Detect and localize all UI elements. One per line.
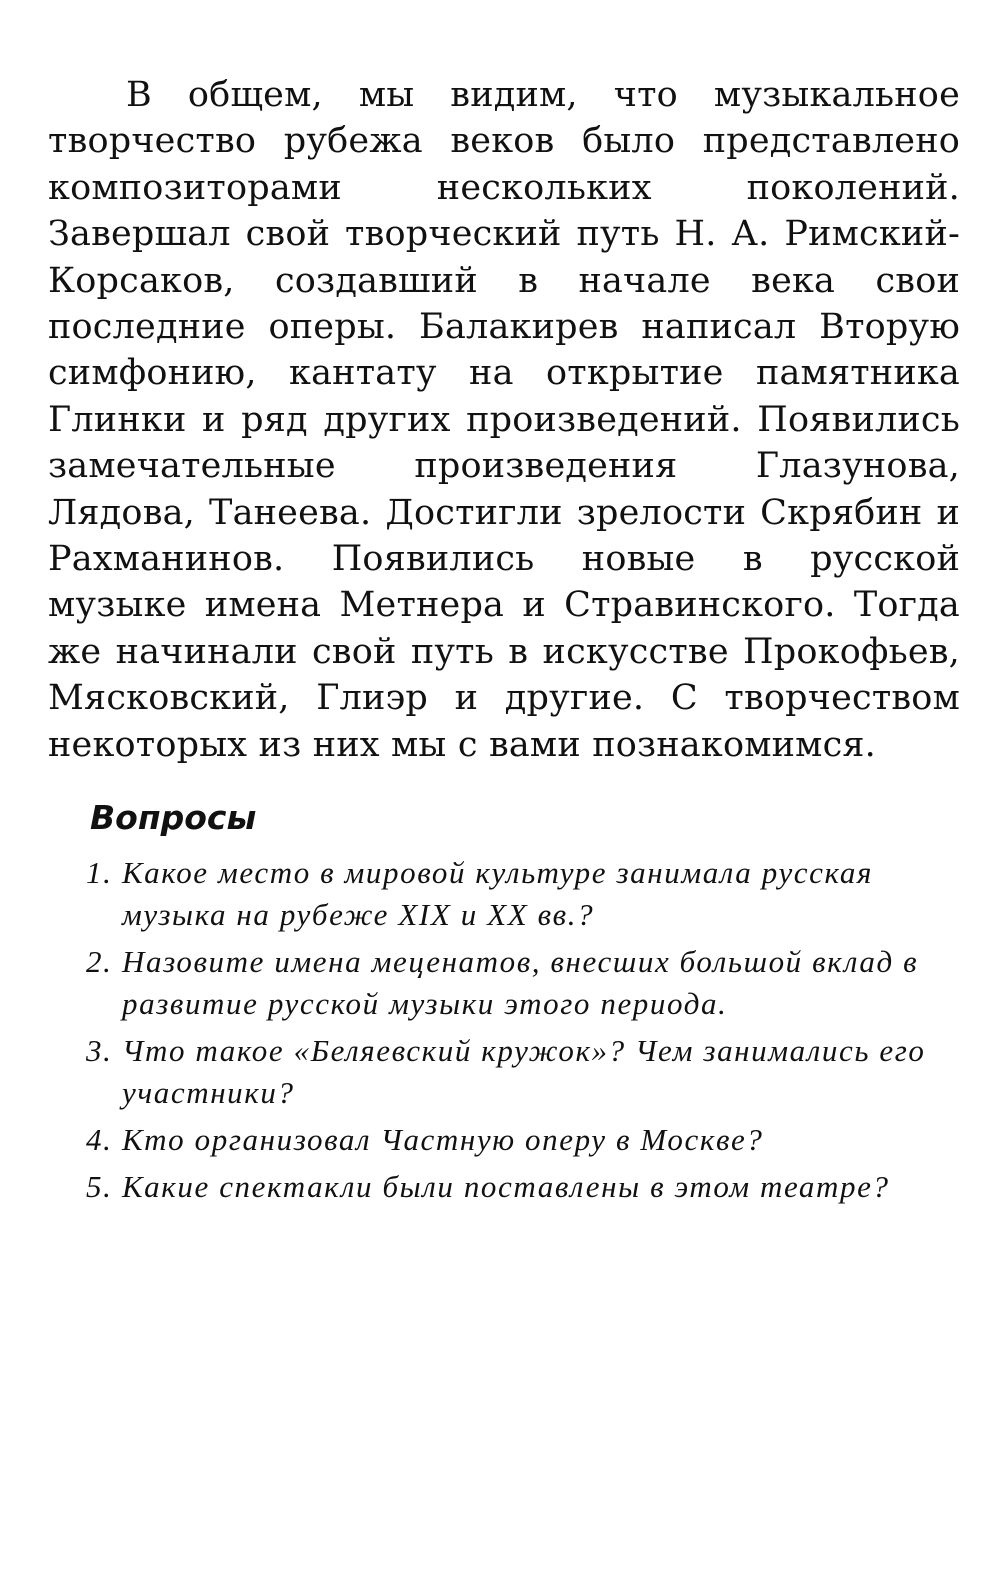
question-item bbox=[86, 1166, 962, 1208]
main-paragraph: В общем, мы видим, что музыкальное творчество рубежа веков было представлено композиторами нескольких поколений. Завершал свой творческий путь Н. А. Римский-Корсаков, создавший в начале века свои последние оперы. Балакирев написал Вторую симфонию, кантату на открытие памятника Глинки и ряд других произведений. Появились замечательные произведения Глазунова, Лядова, Танеева. Достигли зрелости Скрябин и Рахманинов. Появились новые в русской музыке имена Метнера и Стравинского. Тогда же начинали свой путь в искусстве Прокофьев, Мясковский, Глиэр и другие. С творчеством некоторых из них мы с вами познакомимся. bbox=[48, 75, 960, 765]
question-item bbox=[86, 941, 962, 1025]
questions-list bbox=[86, 852, 962, 1208]
question-item bbox=[86, 852, 962, 936]
question-item bbox=[86, 1119, 962, 1161]
question-text: Кто организовал Частную оперу в Москве? bbox=[122, 1122, 764, 1157]
question-text: Какое место в мировой культуре занимала русская музыка на рубеже XIX и XX вв.? bbox=[122, 855, 873, 932]
question-number: 3. bbox=[86, 1033, 113, 1068]
question-text: Какие спектакли были поставлены в этом театре? bbox=[122, 1169, 890, 1204]
question-number: 5. bbox=[86, 1169, 113, 1204]
question-number: 1. bbox=[86, 855, 113, 890]
question-item bbox=[86, 1030, 962, 1114]
question-text: Что такое «Беляевский кружок»? Чем занимались его участники? bbox=[122, 1033, 926, 1110]
question-text: Назовите имена меценатов, внесших большой вклад в развитие русской музыки этого периода. bbox=[122, 944, 919, 1021]
question-number: 2. bbox=[86, 944, 113, 979]
questions-heading: Вопросы bbox=[90, 798, 257, 837]
question-number: 4. bbox=[86, 1122, 113, 1157]
